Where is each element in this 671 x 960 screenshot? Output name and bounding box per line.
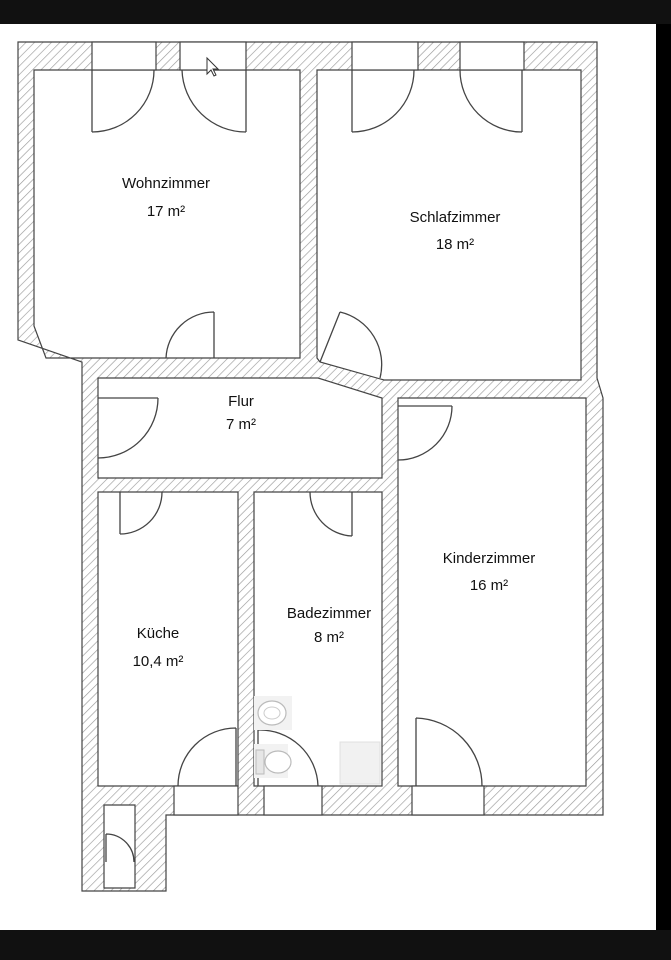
room-name-kueche: Küche bbox=[136, 625, 180, 642]
walls bbox=[18, 42, 603, 891]
room-area-kueche: 10,4 m² bbox=[132, 653, 184, 670]
room-name-flur: Flur bbox=[228, 393, 254, 410]
room-name-kinderzimmer: Kinderzimmer bbox=[442, 550, 536, 567]
room-area-schlafzimmer: 18 m² bbox=[435, 236, 475, 253]
room-area-wohnzimmer: 17 m² bbox=[146, 203, 186, 220]
room-name-badezimmer: Badezimmer bbox=[286, 605, 372, 622]
sink-icon bbox=[254, 696, 292, 730]
room-name-wohnzimmer: Wohnzimmer bbox=[121, 175, 211, 192]
room-labels bbox=[122, 175, 535, 670]
room-area-badezimmer: 8 m² bbox=[314, 629, 344, 646]
room-area-kinderzimmer: 16 m² bbox=[469, 577, 509, 594]
room-area-flur: 7 m² bbox=[226, 416, 256, 433]
shower-tray-icon bbox=[340, 742, 380, 784]
toilet-icon bbox=[254, 744, 291, 778]
room-name-schlafzimmer: Schlafzimmer bbox=[409, 209, 501, 226]
